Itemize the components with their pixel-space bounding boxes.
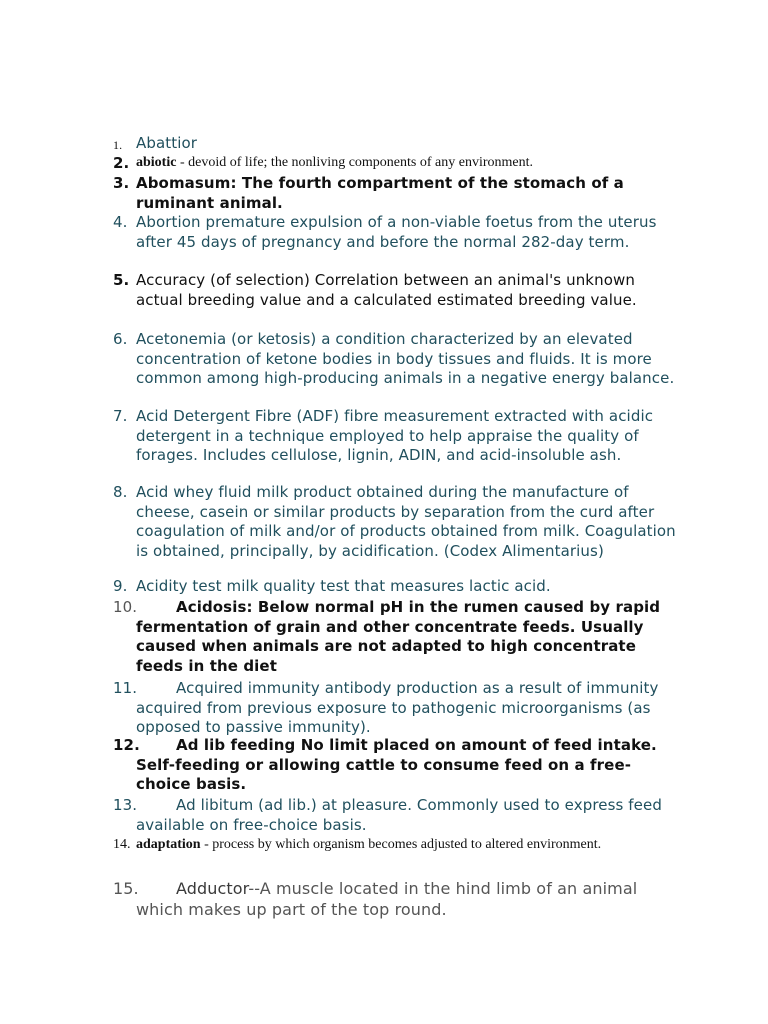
item-text: Abortion premature expulsion of a non-viable foetus from the uterus after 45 days of pregnancy and before the normal 282-day term.	[136, 213, 657, 251]
list-item	[113, 407, 683, 466]
item-text: --A muscle located in the hind limb of an animal which makes up part of the top round.	[136, 879, 638, 919]
list-item	[113, 174, 683, 213]
item-text: Acidosis: Below normal pH in the rumen caused by rapid fermentation of grain and other concentrate feeds. Usually caused when animals are not adapted to high concentrate feeds in the diet	[136, 598, 661, 675]
item-term: abiotic	[136, 155, 177, 170]
item-text: Acid whey fluid milk product obtained during the manufacture of cheese, casein or similar products by separation from the curd after coagulation of milk and/or of products obtained from milk. Coagulation is obtained, principally, by acidification. (Codex Alimentarius)	[136, 483, 676, 560]
item-term: Adductor	[176, 879, 249, 898]
item-number: 11.	[113, 679, 138, 697]
item-number: 4.	[113, 213, 128, 231]
item-text: Abomasum: The fourth compartment of the stomach of a ruminant animal.	[136, 174, 624, 212]
list-item	[113, 483, 683, 561]
list-item	[113, 878, 683, 920]
item-number: 13.	[113, 796, 138, 814]
item-text: - devoid of life; the nonliving components of any environment.	[176, 155, 533, 170]
item-text: Acidity test milk quality test that measures lactic acid.	[136, 577, 551, 595]
list-item	[113, 598, 683, 676]
list-item	[113, 836, 683, 854]
item-text: Accuracy (of selection) Correlation between an animal's unknown actual breeding value and a calculated estimated breeding value.	[136, 271, 637, 309]
item-text: Ad lib feeding No limit placed on amount of feed intake. Self-feeding or allowing cattle to consume feed on a free-choice basis.	[136, 736, 657, 793]
item-number: 2.	[113, 154, 130, 172]
item-number: 9.	[113, 577, 128, 595]
item-number: 12.	[113, 736, 140, 754]
list-item	[113, 271, 683, 310]
item-number: 14.	[113, 837, 131, 852]
item-term: Abattior	[136, 134, 198, 152]
list-item	[113, 134, 683, 154]
item-number: 10.	[113, 598, 138, 616]
item-number: 3.	[113, 174, 130, 192]
item-number: 7.	[113, 407, 128, 425]
item-text: Acetonemia (or ketosis) a condition characterized by an elevated concentration of ketone bodies in body tissues and fluids. It is more common among high-producing animals in a negative energy balance.	[136, 330, 675, 387]
item-text: Acid Detergent Fibre (ADF) fibre measurement extracted with acidic detergent in a technique employed to help appraise the quality of forages. Includes cellulose, lignin, ADIN, and acid-insoluble ash.	[136, 407, 654, 464]
list-item	[113, 330, 683, 389]
item-term: adaptation	[136, 837, 201, 852]
item-number: 5.	[113, 271, 130, 289]
item-text: Ad libitum (ad lib.) at pleasure. Commonly used to express feed available on free-choice basis.	[136, 796, 662, 834]
list-item	[113, 577, 683, 597]
item-number: 6.	[113, 330, 128, 348]
list-item	[113, 736, 683, 795]
list-item	[113, 796, 683, 835]
item-number: 1.	[113, 138, 123, 152]
item-number: 8.	[113, 483, 128, 501]
item-text: Acquired immunity antibody production as a result of immunity acquired from previous exposure to pathogenic microorganisms (as opposed to passive immunity).	[136, 679, 659, 736]
list-item	[113, 213, 683, 252]
item-number: 15.	[113, 879, 139, 898]
list-item	[113, 154, 683, 172]
list-item	[113, 679, 683, 738]
item-text: - process by which organism becomes adjusted to altered environment.	[200, 837, 602, 852]
